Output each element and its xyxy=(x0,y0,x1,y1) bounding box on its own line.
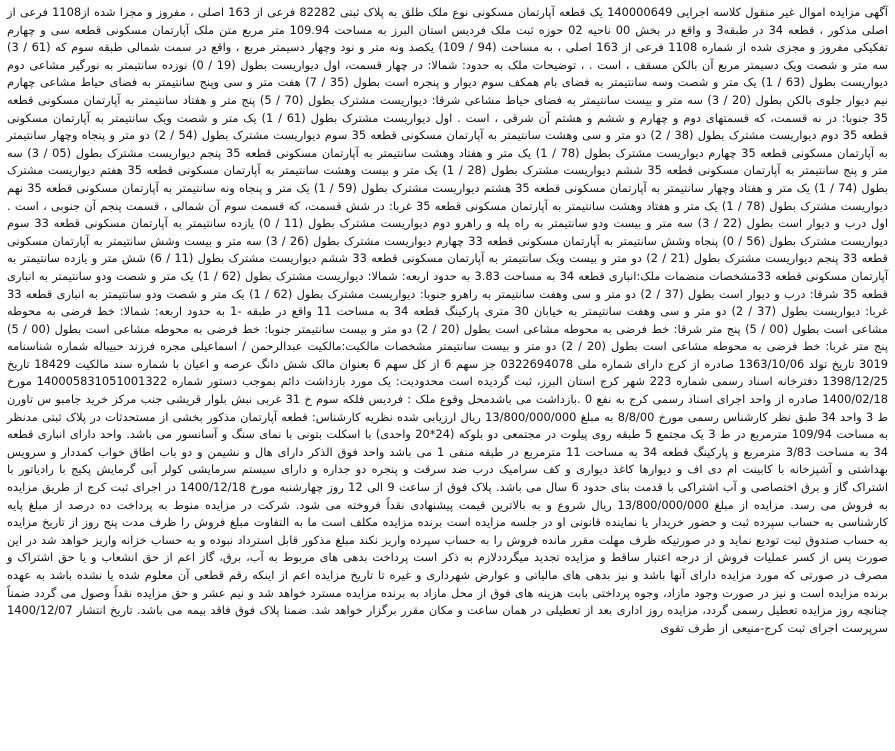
auction-notice-text: آگهی مزایده اموال غیر منقول کلاسه اجرایی 140000649 یک قطعه آپارتمان مسکونی نوع ملک طلق به پلاک ثبتی 82282 فرعی از 163 اصلی ، مفروز و مجزا شده از1108 فرعی از اصلی مذکور ، قطعه 34 در طبقه3 و واقع در بخش 00 ناحیه 02 حوزه ثبت ملک فردیس استان البرز به مساحت 109.94 متر مربع متن ملک آپارتمان مسکونی قطعه سی و چهارم تفکیکی مفروز و مجزی شده از شماره 1108 فرعی از 163 اصلی ، به مساحت (94 / 109) یکصد ونه متر و نود وچهار دسیمتر مربع ، واقع در سمت شمالی طبقه سوم که (61 / 3) سه متر و شصت ویک دسیمتر مربع آن بالکن مسقف ، است . ، توضیحات ملک به حدود: شمالا: در چهار قسمت، اول دیواریست بطول (19 / 0) نوزده سانتیمتر به نورگیر مشاعی دوم دیواریست بطول (63 / 1) یک متر و شصت وسه سانتیمتر به فضای بام همکف سوم دیوار و پنجره است بطول (35 / 7) هفت متر و سی وپنج سانتیمتر به فضای حیاط مشاعی چهارم نیم دیوار جلوی بالکن بطول (20 / 3) سه متر و بیست سانتیمتر به فضای حیاط مشاعی شرقا: دیواریست مشترک بطول (70 / 5) پنج متر و هفتاد سانتیمتر به آپارتمان مسکونی قطعه 35 جنوبا: در نه قسمت، که قسمتهای دوم و چهارم و ششم و هشتم آن شرقی ، است . اول دیواریست مشترک بطول (61 / 1) یک متر و شصت ویک سانتیمتر به آپارتمان مسکونی قطعه 35 دوم دیواریست مشترک بطول (38 / 2) دو متر و سی وهشت سانتیمتر به آپارتمان مسکونی قطعه 35 سوم دیواریست مشترک بطول (54 / 2) دو متر و پنجاه وچهار سانتیمتر به آپارتمان مسکونی قطعه 35 چهارم دیواریست مشترک بطول (78 / 1) یک متر و هفتاد وهشت سانتیمتر به آپارتمان مسکونی قطعه 35 پنجم دیواریست مشترک بطول (05 / 3) سه متر و پنج سانتیمتر به آپارتمان مسکونی قطعه 35 ششم دیواریست مشترک بطول (28 / 1) یک متر و بیست وهشت سانتیمتر به آپارتمان مسکونی قطعه 35 هفتم دیواریست مشترک بطول (74 / 1) یک متر و هفتاد وچهار سانتیمتر به آپارتمان مسکونی قطعه 35 هشتم دیواریست مشترک بطول (59 / 1) یک متر و پنجاه ونه سانتیمتر به آپارتمان مسکونی قطعه 35 نهم دیواریست مشترک بطول (78 / 1) یک متر و هفتاد وهشت سانتیمتر به آپارتمان مسکونی قطعه 35 غربا: در شش قسمت، که قسمت سوم آن شمالی ، قسمت پنجم آن جنوبی ، است . اول درب و دیوار است بطول (22 / 3) سه متر و بیست ودو سانتیمتر به راه پله و راهرو دوم دیواریست مشترک بطول (11 / 0) یازده سانتیمتر به آپارتمان مسکونی قطعه 33 سوم دیواریست مشترک بطول (56 / 0) پنجاه وشش سانتیمتر به آپارتمان مسکونی قطعه 33 چهارم دیواریست مشترک بطول (26 / 3) سه متر و بیست وشش سانتیمتر به آپارتمان مسکونی قطعه 33 پنجم دیواریست مشترک بطول (21 / 2) دو متر و بیست ویک سانتیمتر به آپارتمان مسکونی قطعه 33 ششم دیواریست مشترک بطول (11 / 6) شش متر و یازده سانتیمتر به آپارتمان مسکونی قطعه 33مشخصات منضمات ملک:انباری قطعه 34 به مساحت 3.83 به حدود اربعه: شمالا: دیواریست مشترک بطول (62 / 1) یک متر و شصت ودو سانتیمتر به انباری قطعه 35 شرقا: درب و دیوار است بطول (37 / 2) دو متر و سی وهفت سانتیمتر به راهرو جنوبا: دیواریست مشترک بطول (62 / 1) یک متر و شصت ودو سانتیمتر به انباری قطعه 33 غربا: دیواریست بطول (37 / 2) دو متر و سی وهفت سانتیمتر به خیابان 30 متری پارکینگ قطعه 34 به مساحت 11 واقع در طبقه -1 به حدود اربعه: شمالا: خط فرضی به محوطه مشاعی است بطول (00 / 5) پنج متر شرقا: خط فرضی به محوطه مشاعی است بطول (20 / 2) دو متر و بیست سانتیمتر جنوبا: خط فرضی به محوطه مشاعی است بطول (00 / 5) پنج متر غربا: خط فرضی به محوطه مشاعی است بطول (20 / 2) دو متر و بیست سانتیمتر مشخصات مالکیت:مالکیت عبدالرحمن / اسماعیلی مجره فرزند حبیباله شماره شناسنامه 3019 تاریخ تولد 1363/10/06 صادره از کرج دارای شماره ملی 0322694078 جز سهم 6 از کل سهم 6 بعنوان مالک شش دانگ عرصه و اعیان با شماره سند مالکیت 18429 تاریخ 1398/12/25 دفترخانه اسناد رسمی شماره 223 شهر کرج استان البرز، ثبت گردیده است محدودیت: یک مورد بازداشت دائم بموجب دستور شماره 140005831051001322 مورخ 1400/02/18 صادره از واحد اجرای اسناد رسمی کرج به نفع 0 .بازداشت می باشدمحل وقوع ملک : فردیس فلکه سوم خ 31 غربی نبش بلوار قریشی جنب مرکز خرید جامبو س تاورن ط 3 واحد 34 طبق نظر کارشناس رسمی مورخ 8/8/00 به مبلغ 13/800/000/000 ریال ارزیابی شده نظریه کارشناس: قطعه آپارتمان مذکور بخشی از مستحدثات در پلاک ثبتی مدنظر به مساحت 109/94 مترمربع در ط 3 یک مجتمع 5 طبقه روی پیلوت در مجتمعی دو بلوکه (24*20 واحدی) با اسکلت بتونی با نمای سنگ و آسانسور می باشد. واحد دارای انباری قطعه 34 به مساحت 3/83 مترمربع و پارکینگ قطعه 34 به مساحت 11 مترمربع در طبقه منفی 1 می باشد واحد فوق الذکر دارای هال و نشیمن و دو باب اطاق خواب کمددار و سرویس بهداشتی و آشپزخانه با کابینت ام دی اف و دیوارها کاغذ دیواری و کف سرامیک درب ضد سرقت و پنجره دو جداره و دارای سیستم سرمایشی کولر آبی گرمایش پکیج با رادیاتور با اشتراک گاز و برق اختصاصی و آب اشتراکی با قدمت بنای حدود 6 سال می باشد. پلاک فوق از ساعت 9 الی 12 روز چهارشنبه مورخ 1400/12/18 در اجرای ثبت کرج از طریق مزایده به فروش می رسد. مزایده از مبلغ 13/800/000/000 ریال شروع و به بالاترین قیمت پیشنهادی نقداً فروخته می شود. شرکت در مزایده منوط به پرداخت ده درصد از مبلغ پایه کارشناسی به حساب سپرده ثبت و حضور خریدار یا نماینده قانونی او در جلسه مزایده است برنده مزایده مکلف است ما به التفاوت مبلغ فروش را ظرف مدت پنج روز از تاریخ مزایده به حساب صندوق ثبت تودیع نماید و در صورتیکه ظرف مهلت مقرر مانده فروش را به حساب سپرده واریز نکند مبلغ مذکور قابل استرداد نبوده و به حساب خزانه واریز خواهد شد در این صورت پس از کسر عملیات فروش از درجه اعتبار ساقط و مزایده تجدید میگرددلازم به ذکر است پرداخت بدهی های مربوط به آب، برق، گاز اعم از حق انشعاب و یا حق اشتراک و مصرف در صورتی که مورد مزایده دارای آنها باشد و نیز بدهی های مالیاتی و عوارض شهرداری و غیره تا تاریخ مزایده اعم از اینکه رقم قطعی آن معلوم شده یا نشده باشد به عهده برنده مزایده است و نیز در صورت وجود مازاد، وجوه پرداختی بابت هزینه های فوق از محل مازاد به برنده مزایده مسترد خواهد شد و نیم عشر و حق مزایده نقداً وصول می گردد ضمناً چنانچه روز مزایده تعطیل رسمی گردد، مزایده روز اداری بعد از تعطیلی در همان ساعت و مکان مقرر برگزار خواهد شد. ضمنا پلاک فوق فاقد بیمه می باشد. تاریخ انتشار 1400/12/07 سرپرست اجرای ثبت کرج-منیعی از طرف تقوی xyxy=(7,5,889,635)
